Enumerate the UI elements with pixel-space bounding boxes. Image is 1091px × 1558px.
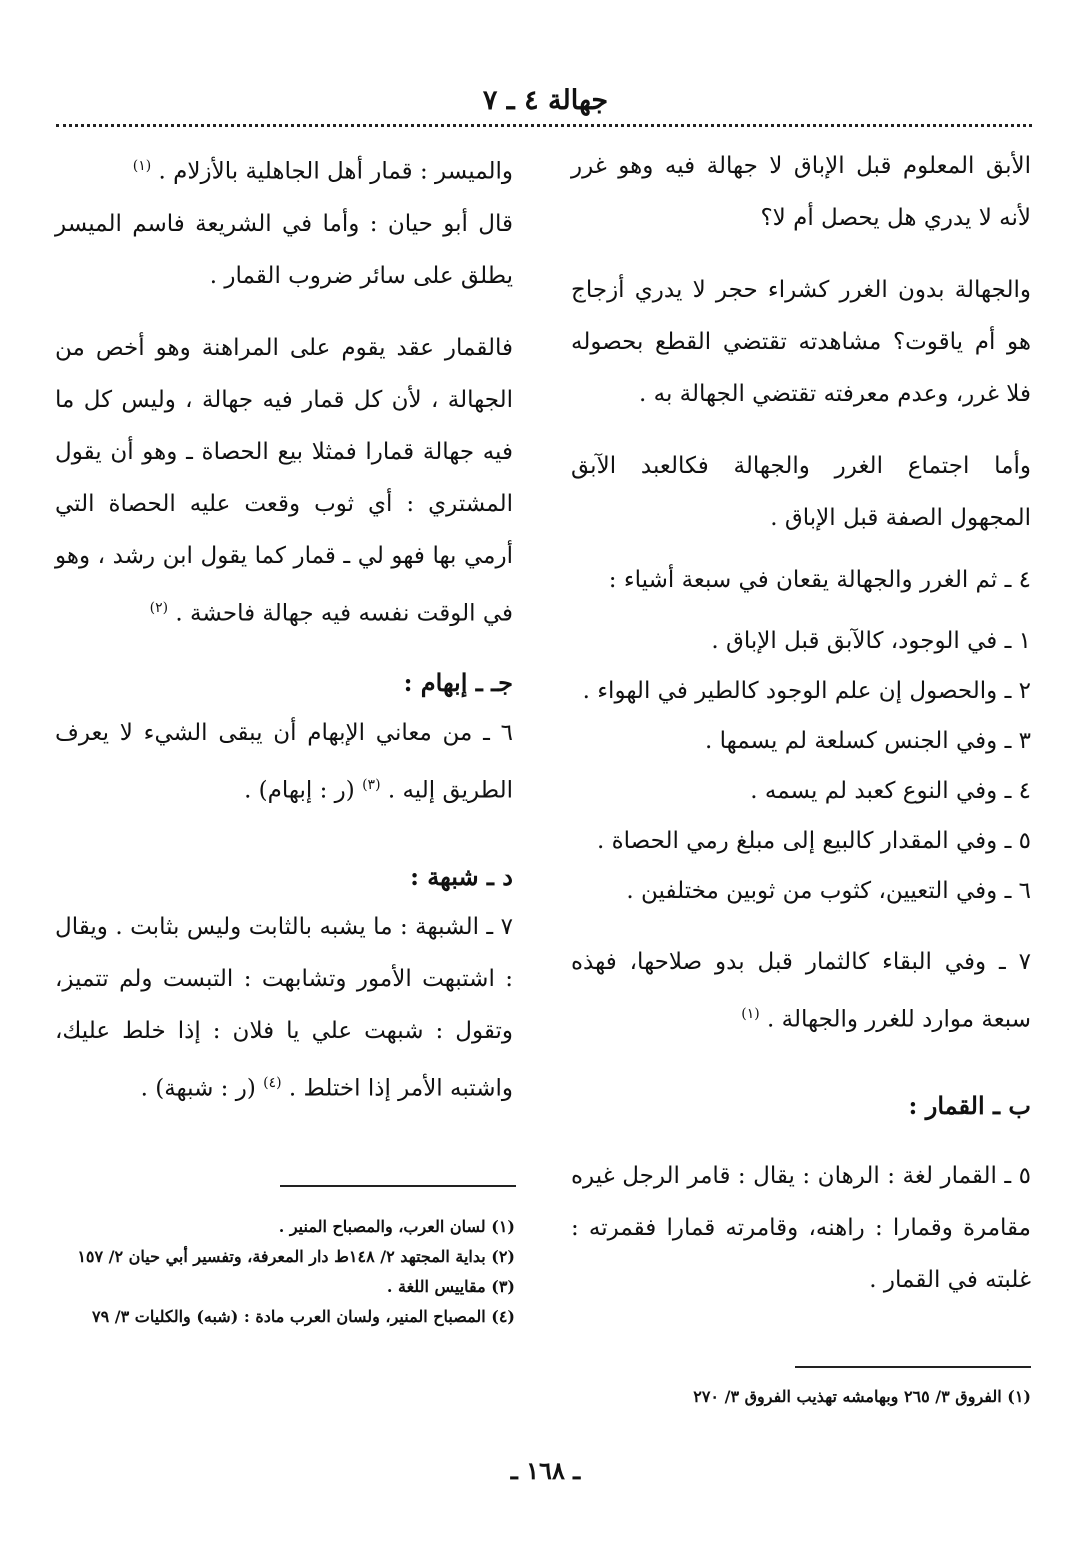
paragraph-shubha-definition (55, 901, 513, 1115)
section-heading-shubha: د ـ شبهة : (410, 861, 513, 891)
paragraph-text: فالقمار عقد يقوم على المراهنة وهو أخص من الجهالة ، لأن كل قمار فيه جهالة ، وليس كل ما فيه جهالة قمارا فمثلا بيع الحصاة ـ وهو أن يقول المشتري : أي ثوب وقعت عليه الحصاة التي أرمي بها فهو لي ـ قمار كما يقول ابن رشد ، وهو في الوقت نفسه فيه جهالة فاحشة . (55, 334, 513, 627)
list-item: ٥ ـ وفي المقدار كالبيع إلى مبلغ رمي الحصاة . (597, 828, 1031, 854)
paragraph-abiq-known: الأبق المعلوم قبل الإباق لا جهالة فيه وهو غرر لأنه لا يدري هل يحصل أم لا؟ (571, 153, 1031, 231)
paragraph-jahala-without-gharar: والجهالة بدون الغرر كشراء حجر لا يدري أزجاج هو أم ياقوت؟ مشاهدته تقتضي القطع بحصوله فلا غرر، وعدم معرفته تقتضي الجهالة به . (571, 277, 1031, 407)
footnote-ref: (٣) (362, 777, 381, 794)
footnote: (٢) بداية المجتهد ٢/ ١٤٨ط دار المعرفة، وتفسير أبي حيان ٢/ ١٥٧ (77, 1247, 515, 1266)
header-dotted-divider (56, 124, 1032, 127)
footnote-ref: (٢) (149, 599, 169, 616)
list-item: ٢ ـ والحصول إن علم الوجود كالطير في الهواء . (582, 678, 1031, 704)
paragraph-text: ٧ ـ الشبهة : ما يشبه بالثابت وليس بثابت . ويقال : اشتبهت الأمور وتشابهت : التبست ولم تتميز، وتقول : شبهت علي يا فلان : إذا خلط عليك، واشتبه الأمر إذا اختلط . (55, 913, 513, 1102)
paragraph-seventh-item (571, 936, 1031, 1046)
footnote-ref: (١) (741, 1006, 760, 1022)
paragraph-text: ٦ ـ من معاني الإبهام أن يبقى الشيء لا يعرف الطريق إليه . (55, 720, 513, 804)
footnote-divider-right (795, 1366, 1031, 1368)
page-header-title: جهالة ٤ ـ ٧ (482, 85, 609, 116)
footnote: (١) الفروق ٣/ ٢٦٥ وبهامشه تهذيب الفروق ٣/ ٢٧٠ (693, 1387, 1031, 1406)
paragraph-text: والميسر : قمار أهل الجاهلية بالأزلام . (158, 158, 513, 185)
paragraph-ibham-definition (55, 707, 513, 817)
footnote-ref: (٤) (263, 1074, 282, 1091)
cross-reference: (ر : إبهام) . (244, 777, 355, 804)
paragraph-seven-things-intro: ٤ ـ ثم الغرر والجهالة يقعان في سبعة أشياء : (608, 567, 1031, 593)
section-heading-qimar: ب ـ القمار : (908, 1090, 1031, 1120)
section-heading-ibham: جـ ـ إبهام : (403, 668, 513, 698)
paragraph-qimar-definition: ٥ ـ القمار لغة : الرهان : يقال : قامر الرجل غيره مقامرة وقمارا : راهنه، وقامرته قمارا فقمرته : غلبته في القمار . (571, 1162, 1031, 1293)
list-item: ٣ ـ وفي الجنس كسلعة لم يسمها . (704, 728, 1031, 754)
footnotes-right (571, 1382, 1031, 1412)
paragraph-combined-gharar-jahala: وأما اجتماع الغرر والجهالة فكالعبد الآبق المجهول الصفة قبل الإباق . (571, 453, 1031, 531)
page-number: ـ ١٦٨ ـ (510, 1456, 581, 1485)
list-item: ٤ ـ وفي النوع كعبد لم يسمه . (750, 778, 1031, 804)
footnote-divider-left (280, 1185, 516, 1187)
right-column (571, 140, 1031, 1306)
list-item: ٦ ـ وفي التعيين، كثوب من ثوبين مختلفين . (626, 878, 1031, 904)
footnote: (٤) المصباح المنير، ولسان العرب مادة : (شبه) والكليات ٣/ ٧٩ (92, 1307, 515, 1326)
paragraph-qimar-contract (55, 322, 513, 640)
footnote: (١) لسان العرب، والمصباح المنير . (278, 1217, 515, 1236)
paragraph-maysir (55, 140, 513, 198)
footnotes-left (55, 1212, 515, 1332)
list-item: ١ ـ في الوجود، كالآبق قبل الإباق . (711, 628, 1031, 654)
paragraph-text: ٧ ـ وفي البقاء كالثمار قبل بدو صلاحها، فهذه سبعة موارد للغرر والجهالة . (571, 949, 1031, 1033)
footnote: (٣) مقاييس اللغة . (386, 1277, 515, 1296)
footnote-ref: (١) (132, 158, 152, 174)
left-column (55, 140, 513, 1115)
cross-reference: (ر : شبهة) . (140, 1075, 256, 1102)
paragraph-abu-hayyan: قال أبو حيان : وأما في الشريعة فاسم الميسر يطلق على سائر ضروب القمار . (55, 210, 513, 289)
